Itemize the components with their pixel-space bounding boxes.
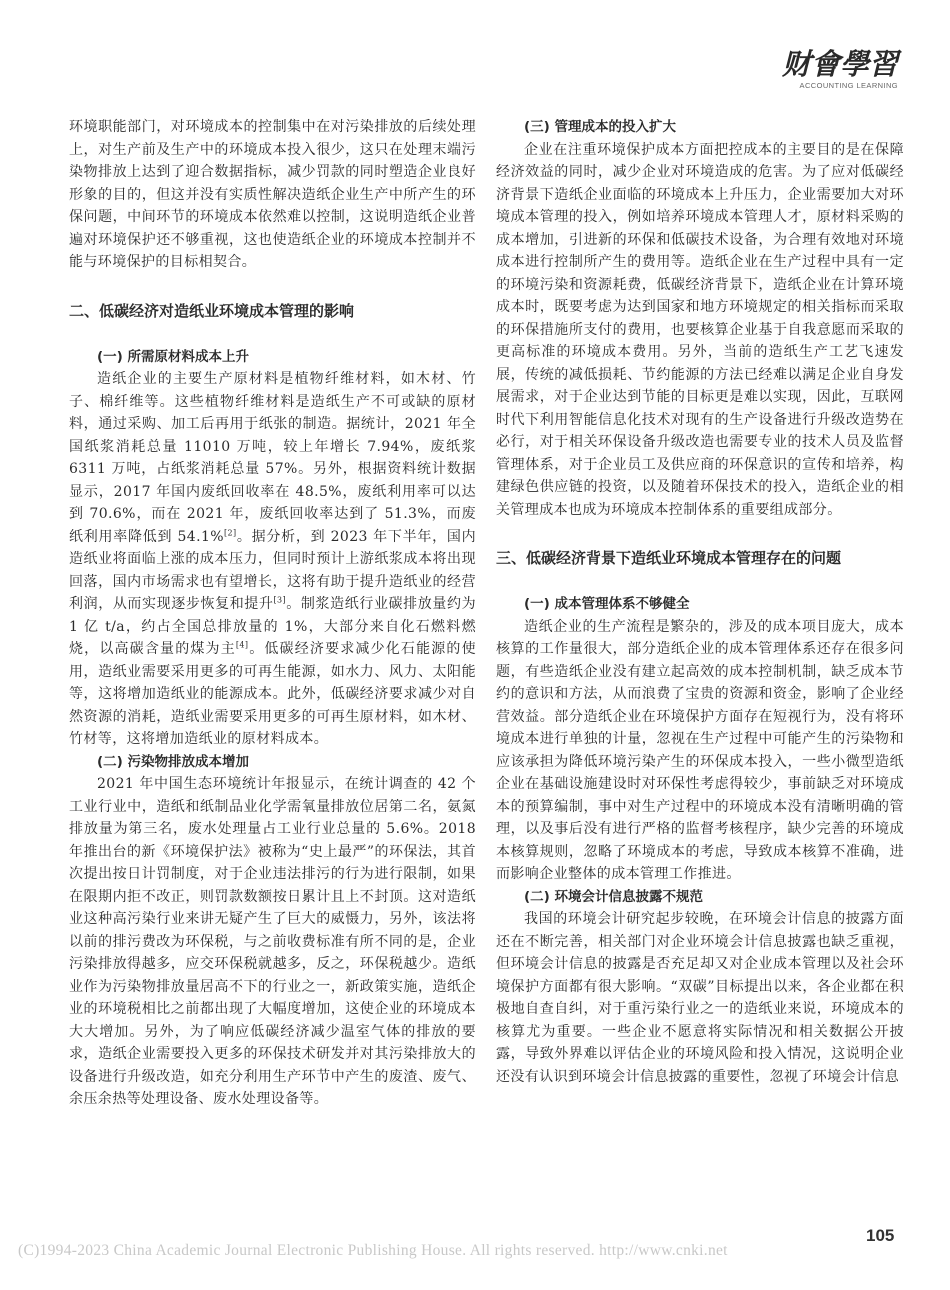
subsection-3-1-heading: (一) 成本管理体系不够健全 bbox=[524, 596, 690, 612]
subsection-3-2-paragraph: 我国的环境会计研究起步较晚，在环境会计信息的披露方面还在不断完善，相关部门对企业环境会计信息披露也缺乏重视，但环境会计信息的披露是否充足却又对企业成本管理以及社会环境保护方面都有很大影响。“双碳”目标提出以来，各企业都在积极地自查自纠，对于重污染行业之一的造纸业来说，环境成本的核算尤为重要。一些企业不愿意将实际情况和相关数据公开披露，导致外界难以评估企业的环境风险和投入情况，这说明企业还没有认识到环境会计信息披露的重要性，忽视了环境会计信息 bbox=[496, 911, 904, 1085]
subsection-3-2-heading: (二) 环境会计信息披露不规范 bbox=[524, 888, 704, 905]
section-2-heading: 二、低碳经济对造纸业环境成本管理的影响 bbox=[69, 301, 355, 320]
page-number: 105 bbox=[866, 1226, 895, 1245]
journal-masthead bbox=[782, 48, 898, 90]
subsection-2-1-heading: (一) 所需原材料成本上升 bbox=[97, 348, 250, 365]
subsection-2-3-heading: (三) 管理成本的投入扩大 bbox=[524, 119, 677, 135]
right-column bbox=[496, 116, 904, 1088]
citation-4[interactable]: [4] bbox=[235, 640, 249, 650]
journal-logo: 财會學習 bbox=[781, 47, 898, 81]
journal-subtitle: ACCOUNTING LEARNING bbox=[799, 81, 898, 90]
section-3-heading: 三、低碳经济背景下造纸业环境成本管理存在的问题 bbox=[496, 549, 842, 567]
subsection-2-1-paragraph: 造纸企业的主要生产原材料是植物纤维材料，如木材、竹子、棉纤维等。这些植物纤维材料是造纸生产不可或缺的原材料，通过采购、加工后再用于纸张的制造。据统计，2021 年全国纸浆消耗总量 11010 万吨，较上年增长 7.94%，废纸浆 6311 万吨，占纸浆消耗总量 57%。另外，根据资料统计数据显示，2017 年国内废纸回收率在 48.5%，废纸利用率可以达到 70.6%，而在 2021 年，废纸回收率达到了 51.3%，而废纸利用率降低到 54.1%[2]。据分析，到 2023 年下半年，国内造纸业将面临上涨的成本压力，但同时预计上游纸浆成本将出现回落，国内市场需求也有望增长，这将有助于提升造纸业的经营利润，从而实现逐步恢复和提升[3]。制浆造纸行业碳排放量约为 1 亿 t/a，约占全国总排放量的 1%，大部分来自化石燃料燃烧，以高碳含量的煤为主[4]。低碳经济要求减少化石能源的使用，造纸业需要采用更多的可再生能源，如水力、风力、太阳能等，这将增加造纸业的能源成本。此外，低碳经济要求减少对自然资源的消耗，造纸业需要采用更多的可再生原材料，如木材、竹材等，这将增加造纸业的原材料成本。 bbox=[69, 371, 477, 747]
subsection-2-2-paragraph: 2021 年中国生态环境统计年报显示，在统计调查的 42 个工业行业中，造纸和纸制品业化学需氧量排放位居第二名，氨氮排放量为第三名，废水处理量占工业行业总量的 5.6%。2018 年推出台的新《环境保护法》被称为“史上最严”的环保法，其首次提出按日计罚制度，对于企业违法排污的行为进行限制，如果在限期内拒不改正，则罚款数额按日累计且上不封顶。这对造纸业这种高污染行业来讲无疑产生了巨大的威慑力，另外，该法将以前的排污费改为环保税，与之前收费标准有所不同的是，企业污染排放得越多，应交环保税就越多，反之，环保税越少。造纸业作为污染物排放量居高不下的行业之一，新政策实施，造纸企业的环境税相比之前都出现了大幅度增加，这使企业的环境成本大大增加。另外，为了响应低碳经济减少温室气体的排放的要求，造纸企业需要投入更多的环保技术研发并对其污染排放大的设备进行升级改造，如充分利用生产环节中产生的废渣、废气、余压余热等处理设备、废水处理设备等。 bbox=[69, 776, 476, 1107]
copyright-watermark: (C)1994-2023 China Academic Journal Electronic Publishing House. All rights reserved. http://www.cnki.net bbox=[18, 1242, 728, 1259]
intro-paragraph: 环境职能部门，对环境成本的控制集中在对污染排放的后续处理上，对生产前及生产中的环境成本投入很少，这只在处理末端污染物排放上达到了迎合数据指标，减少罚款的同时塑造企业良好形象的目的，但这并没有实质性解决造纸企业生产中所产生的环保问题，中间环节的环境成本依然难以控制，这说明造纸企业普遍对环境保护还不够重视，这也使造纸企业的环境成本控制并不能与环境保护的目标相契合。 bbox=[69, 119, 476, 270]
subsection-2-3-paragraph: 企业在注重环境保护成本方面把控成本的主要目的是在保障经济效益的同时，减少企业对环境造成的危害。为了应对低碳经济背景下造纸企业面临的环境成本上升压力，企业需要加大对环境成本管理的投入，例如培养环境成本管理人才，原材料采购的成本增加，引进新的环保和低碳技术设备，为合理有效地对环境成本进行控制所产生的费用等。造纸企业在生产过程中具有一定的环境污染和资源耗费，低碳经济背景下，造纸企业在计算环境成本时，既要考虑为达到国家和地方环境规定的相关指标而采取的环保措施所支付的费用，也要核算企业基于自我意愿而采取的更高标准的环境成本费用。另外，当前的造纸生产工艺飞速发展，传统的减低损耗、节约能源的方法已经难以满足企业自身发展需求，对于企业达到节能的目标更是难以实现，因此，互联网时代下利用智能信息化技术对现有的生产设备进行升级改造势在必行，对于相关环保设备升级改造也需要专业的技术人员及监督管理体系，对于企业员工及供应商的环保意识的宣传和培养，构建绿色供应链的投资，以及随着环保技术的投入，造纸企业的相关管理成本也成为环境成本控制体系的重要组成部分。 bbox=[496, 141, 904, 518]
left-column bbox=[69, 116, 476, 1111]
citation-2[interactable]: [2] bbox=[223, 527, 237, 537]
subsection-2-2-heading: (二) 污染物排放成本增加 bbox=[97, 753, 250, 770]
subsection-3-1-paragraph: 造纸企业的生产流程是繁杂的，涉及的成本项目庞大，成本核算的工作量很大，部分造纸企业的成本管理体系还存在很多问题，有些造纸企业没有建立起高效的成本控制机制，缺乏成本节约的意识和方法，从而浪费了宝贵的资源和资金，影响了企业经营效益。部分造纸企业在环境保护方面存在短视行为，没有将环境成本进行单独的计量，忽视在生产过程中可能产生的污染物和应该承担为降低环境污染产生的环保成本投入，一些小微型造纸企业在基础设施建设时对环保性考虑得较少，事前缺乏对环境成本的预算编制，事中对生产过程中的环境成本没有清晰明确的管理，以及事后没有进行严格的监督考核程序，缺少完善的环境成本核算规则，忽略了环境成本的考虑，导致成本核算不准确，进而影响企业整体的成本管理工作推进。 bbox=[496, 618, 904, 882]
citation-3[interactable]: [3] bbox=[273, 595, 287, 605]
